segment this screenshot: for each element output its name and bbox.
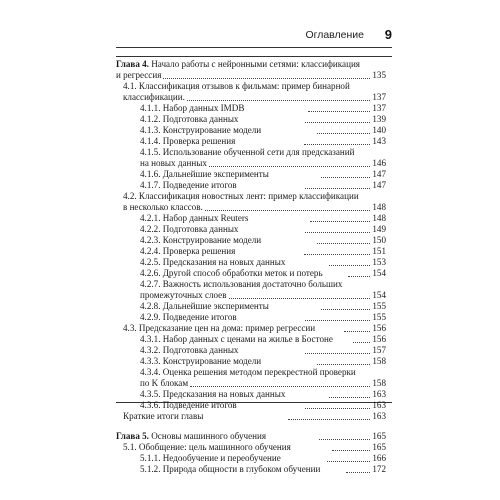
toc-entry-title: 4.2.6. Другой способ обработки меток и потерь [140,268,323,278]
toc-page-number: 147 [372,169,386,179]
toc-page-number: 146 [372,158,386,168]
toc-subsection-entry[interactable] [116,114,386,125]
toc-entry-title: 4.1.5. Использование обученной сети для предсказаний [140,147,355,157]
toc-section-entry[interactable] [116,81,386,92]
toc-page-number: 140 [372,125,387,135]
leader-dots [321,177,371,178]
toc-entry-title: 4.3.4. Оценка решения методом перекрестной проверки [140,367,356,377]
leader-dots [310,221,370,222]
toc-page-number: 166 [372,453,387,463]
toc-subsection-entry[interactable] [116,453,386,464]
toc-entry-title: 4.1.1. Набор данных IMDB [140,103,245,113]
leader-dots [229,298,371,299]
toc-subsection-entry[interactable] [116,180,386,191]
toc-page-number: 156 [372,334,387,344]
toc-subsection-entry[interactable] [116,103,386,114]
toc-subsection-entry[interactable] [116,312,386,323]
toc-subsection-entry[interactable] [116,136,386,147]
toc-entry-title: по K блокам [140,378,189,388]
toc-page-number: 157 [372,345,386,355]
leader-dots [329,397,370,398]
leader-dots [305,122,370,123]
toc-entry-title: 4.2.9. Подведение итогов [140,312,237,322]
leader-dots [353,342,371,343]
leader-dots [348,276,371,277]
toc-page-number: 150 [372,235,387,245]
toc-section-entry[interactable] [116,323,386,334]
leader-dots [344,331,371,332]
chapter-label: Глава 5. [116,431,152,441]
toc-chapter-entry[interactable] [116,431,386,442]
toc-page-number: 154 [372,268,386,278]
toc-entry-title: и регрессия [116,70,162,80]
leader-dots [304,144,371,145]
toc-page-number: 137 [372,103,387,113]
leader-dots [329,265,370,266]
toc-entry-title: в несколько классов. [123,202,203,212]
leader-dots [321,309,371,310]
toc-page-number: 154 [372,290,386,300]
toc-entry-title: Краткие итоги главы [123,411,204,421]
toc-section-entry[interactable] [116,202,386,213]
chapter-label: Глава 4. [116,59,152,69]
leader-dots [209,166,370,167]
leader-dots [304,254,371,255]
toc-entry-title: 5.1. Обобщение: цель машинного обучения [123,442,291,452]
toc-subsection-entry[interactable] [116,125,386,136]
toc-entry-title: 4.2.2. Подготовка данных [140,224,239,234]
toc-subsection-entry[interactable] [116,147,386,158]
toc-page-number: 158 [372,378,386,388]
toc-chapter-entry[interactable] [116,70,386,81]
toc-subsection-entry[interactable] [116,356,386,367]
toc-subsection-entry[interactable] [116,213,386,224]
leader-dots [288,419,371,420]
toc-entry-title: Глава 5. Основы машинного обучения [116,431,267,441]
toc-page-number: 172 [372,464,387,474]
leader-dots [346,472,370,473]
toc-gap [116,422,386,431]
toc-page-number: 163 [372,389,387,399]
toc-subsection-entry[interactable] [116,400,386,411]
toc-page-number: 143 [372,136,386,146]
toc-entry-title: 4.1.6. Дальнейшие эксперименты [140,169,269,179]
toc-page-number: 135 [372,70,386,80]
toc-section-entry[interactable] [116,191,386,202]
toc-page-number: 158 [372,356,387,366]
toc-subsection-entry[interactable] [116,268,386,279]
toc-entry-title: 4.1. Классификация отзывов к фильмам: пример бинарной [123,81,350,91]
page-number: 9 [384,27,392,42]
leader-dots [305,320,371,321]
toc-subsection-entry[interactable] [116,389,386,400]
toc-section-entry[interactable] [116,442,386,453]
toc-entry-title: 4.2.5. Предсказания на новых данных [140,257,286,267]
toc-page-number: 163 [372,411,387,421]
toc-entry-title: 4.1.2. Подготовка данных [140,114,239,124]
toc-entry-title: 4.1.7. Подведение итогов [140,180,237,190]
toc-section-entry[interactable] [116,92,386,103]
table-of-contents [116,59,386,475]
toc-page-number: 137 [372,92,386,102]
toc-subsection-entry[interactable] [116,290,386,301]
toc-subsection-entry[interactable] [116,367,386,378]
toc-subsection-entry[interactable] [116,246,386,257]
running-header-title: Оглавление [305,29,364,41]
toc-entry-title: 4.3.2. Подготовка данных [140,345,239,355]
toc-subsection-entry[interactable] [116,235,386,246]
toc-section-entry[interactable] [116,411,386,422]
toc-page-number: 155 [372,312,387,322]
toc-entry-title: 4.3. Предсказание цен на дома: пример регрессии [123,323,316,333]
toc-page-number: 156 [372,323,386,333]
toc-subsection-entry[interactable] [116,334,386,345]
toc-page-number: 148 [372,202,386,212]
toc-chapter-entry[interactable] [116,59,386,70]
toc-entry-title: 4.3.1. Набор данных с ценами на жилье в Бостоне [140,334,333,344]
toc-entry-title: 4.2.3. Конструирование модели [140,235,262,245]
leader-dots [305,188,371,189]
toc-page-number: 139 [372,114,386,124]
toc-top-divider [116,56,392,57]
leader-dots [305,232,370,233]
leader-dots [187,100,370,101]
leader-dots [317,364,371,365]
toc-page-number: 165 [372,431,387,441]
toc-page-number: 147 [372,180,387,190]
header-divider [116,47,392,48]
toc-subsection-entry[interactable] [116,378,386,389]
toc-entry-title: на новых данных [140,158,207,168]
toc-subsection-entry[interactable] [116,464,386,475]
toc-page-number: 153 [372,257,387,267]
toc-entry-title: 4.2. Классификация новостных лент: пример классификации [123,191,359,201]
toc-subsection-entry[interactable] [116,257,386,268]
leader-dots [317,133,371,134]
leader-dots [205,210,371,211]
leader-dots [308,111,370,112]
toc-page-number: 148 [372,213,387,223]
toc-subsection-entry[interactable] [116,169,386,180]
leader-dots [305,353,370,354]
leader-dots [190,386,370,387]
leader-dots [319,439,370,440]
toc-entry-title: 4.1.3. Конструирование модели [140,125,262,135]
toc-entry-title: 4.3.6. Подведение итогов [140,400,237,410]
toc-subsection-entry[interactable] [116,158,386,169]
running-header [116,28,392,44]
toc-entry-title: 4.2.1. Набор данных Reuters [140,213,249,223]
leader-dots [317,243,371,244]
toc-entry-title: 4.2.4. Проверка решения [140,246,236,256]
toc-subsection-entry[interactable] [116,301,386,312]
leader-dots [163,78,370,79]
toc-page-number: 155 [372,301,386,311]
toc-entry-title: 4.3.5. Предсказания на новых данных [140,389,286,399]
toc-entry-title: 4.2.8. Дальнейшие эксперименты [140,301,269,311]
toc-subsection-entry[interactable] [116,224,386,235]
leader-dots [327,461,371,462]
toc-entry-title: классификации. [123,92,185,102]
toc-entry-title: 5.1.2. Природа общности в глубоком обучении [140,464,321,474]
toc-page-number: 149 [372,224,386,234]
toc-entry-title: Глава 4. Начало работы с нейронными сетями: классификация [116,59,360,69]
toc-entry-title: 4.1.4. Проверка решения [140,136,236,146]
toc-page-number: 151 [372,246,386,256]
leader-dots [332,450,371,451]
leader-dots [305,408,371,409]
toc-entry-title: промежуточных слоев [140,290,227,300]
toc-subsection-entry[interactable] [116,345,386,356]
toc-entry-title: 4.2.7. Важность использования достаточно больших [140,279,343,289]
toc-page-number: 165 [372,442,386,452]
toc-subsection-entry[interactable] [116,279,386,290]
toc-entry-title: 5.1.1. Недообучение и переобучение [140,453,281,463]
toc-entry-title: 4.3.3. Конструирование модели [140,356,262,366]
toc-page-number: 163 [372,400,387,410]
